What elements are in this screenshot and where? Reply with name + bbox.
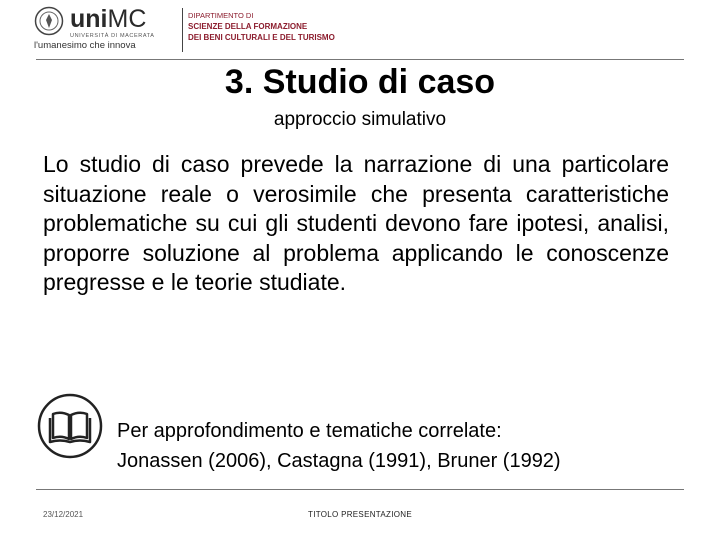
department-name [188, 10, 335, 43]
department-line-1: DIPARTIMENTO DI [188, 11, 254, 20]
university-logo[interactable] [34, 6, 374, 54]
slide-title: 3. Studio di caso [224, 63, 496, 101]
references-intro: Per approfondimento e tematiche correlate: [117, 420, 502, 442]
slide-body-text: Lo studio di caso prevede la narrazione di una particolare situazione reale o verosimile che presenta caratteristiche problematiche su cui gli studenti devono fare ipotesi, analisi, proporre soluzione al problema applicando le conoscenze pregresse e le teorie studiate. [43, 151, 669, 295]
brand-wordmark [70, 6, 146, 32]
brand-tagline: l'umanesimo che innova [34, 40, 136, 51]
references [117, 416, 561, 476]
department-line-2: SCIENZE DELLA FORMAZIONE [188, 22, 308, 31]
department-line-3: DEI BENI CULTURALI E DEL TURISMO [188, 33, 335, 42]
slide-subtitle: approccio simulativo [273, 109, 447, 130]
university-seal-icon [34, 6, 64, 36]
footer-rule [36, 489, 684, 490]
header-rule [36, 59, 684, 60]
footer-title: TITOLO PRESENTAZIONE [308, 510, 412, 519]
footer-date: 23/12/2021 [43, 510, 84, 519]
brand-subtitle: UNIVERSITÀ DI MACERATA [70, 33, 155, 39]
open-book-icon [36, 392, 104, 460]
references-list: Jonassen (2006), Castagna (1991), Bruner (1992) [117, 450, 561, 472]
brand-suffix: MC [107, 5, 147, 33]
header-divider [182, 8, 183, 52]
brand-main: uni [70, 5, 108, 33]
